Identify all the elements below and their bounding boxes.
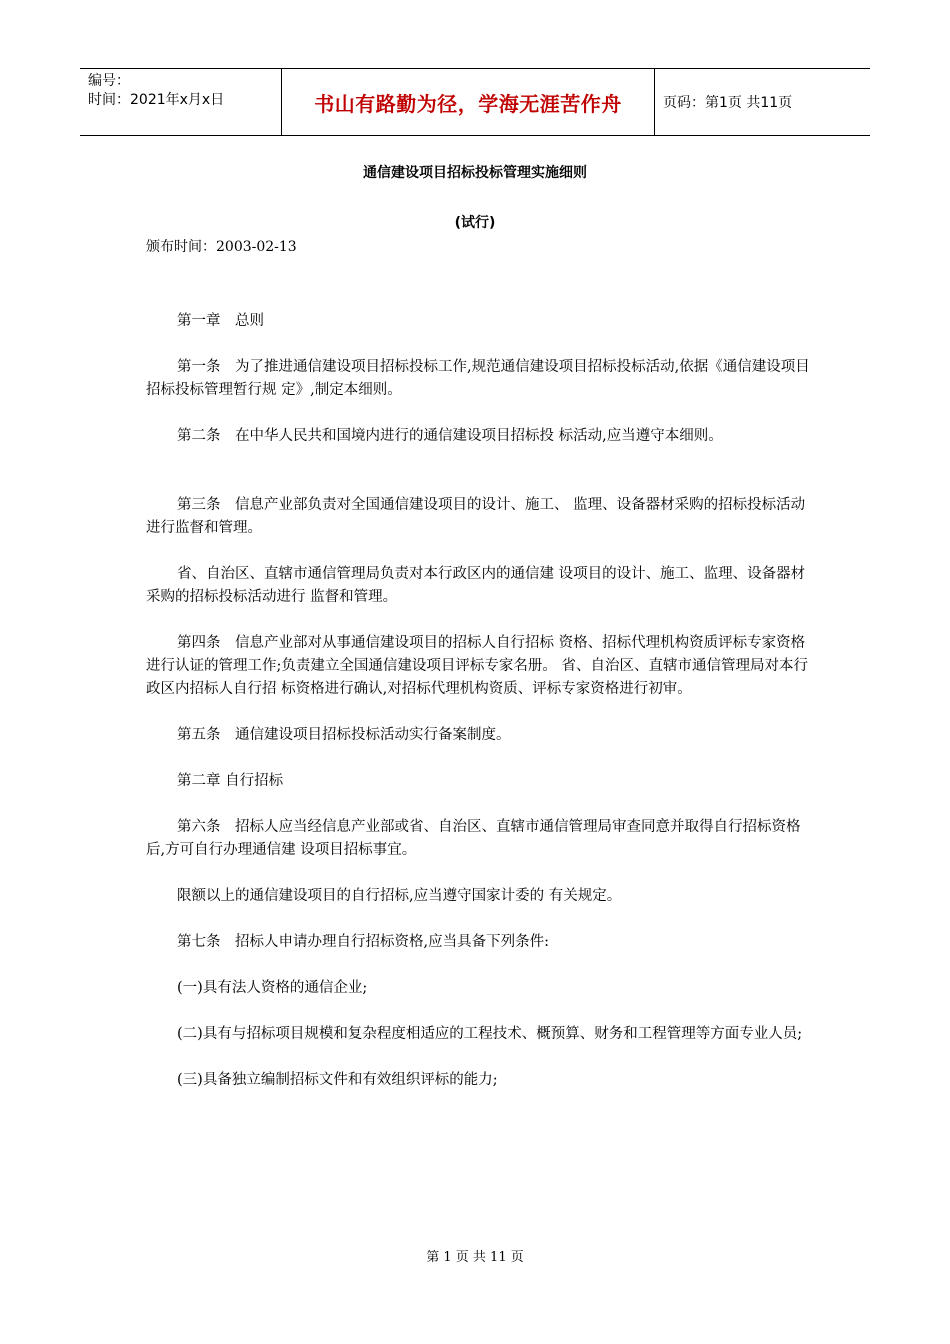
page-footer: 第 1 页 共 11 页: [426, 1250, 524, 1265]
header-page-number: 页码：第1页 共11页: [663, 95, 793, 111]
article-paragraph: 第四条 信息产业部对从事通信建设项目的招标人自行招标 资格、招标代理机构资质评标专家资格进行认证的管理工作;负责建立全国通信建设项目评标专家名册。 省、自治区、直辖市通信管理局对本行政区内招标人自行招 标资格进行确认,对招标代理机构资质、评标专家资格进行初审。: [146, 635, 808, 697]
article-paragraph: 第二条 在中华人民共和国境内进行的通信建设项目招标投 标活动,应当遵守本细则。: [177, 428, 723, 444]
body-paragraph: 省、自治区、直辖市通信管理局负责对本行政区内的通信建 设项目的设计、施工、监理、设备器材采购的招标投标活动进行 监督和管理。: [146, 566, 806, 605]
document-title: 通信建设项目招标投标管理实施细则: [363, 165, 587, 181]
header-meta-cell: [80, 69, 282, 135]
header-table: [80, 68, 870, 136]
document-time-label: 时间：2021年x月x日: [88, 92, 225, 108]
header-motto: 书山有路勤为径，学海无涯苦作舟: [282, 69, 655, 135]
article-paragraph: 第六条 招标人应当经信息产业部或省、自治区、直辖市通信管理局审查同意并取得自行招标资格后,方可自行办理通信建 设项目招标事宜。: [146, 819, 801, 858]
article-paragraph: 第五条 通信建设项目招标投标活动实行备案制度。: [177, 727, 511, 743]
chapter-heading: 第一章 总则: [177, 313, 264, 329]
document-body: [146, 310, 818, 1115]
article-paragraph: 第三条 信息产业部负责对全国通信建设项目的设计、施工、 监理、设备器材采购的招标投标活动进行监督和管理。: [146, 497, 806, 536]
article-paragraph: 第七条 招标人申请办理自行招标资格,应当具备下列条件:: [177, 934, 549, 950]
chapter-heading: 第二章 自行招标: [177, 773, 284, 789]
list-item: (一)具有法人资格的通信企业;: [177, 980, 368, 996]
list-item: (三)具备独立编制招标文件和有效组织评标的能力;: [177, 1072, 498, 1088]
article-paragraph: 第一条 为了推进通信建设项目招标投标工作,规范通信建设项目招标投标活动,依据《通信建设项目招标投标管理暂行规 定》,制定本细则。: [146, 359, 810, 398]
publish-date: 颁布时间：2003-02-13: [146, 239, 297, 255]
document-number-label: 编号：: [88, 73, 130, 89]
list-item: (二)具有与招标项目规模和复杂程度相适应的工程技术、概预算、财务和工程管理等方面专业人员;: [177, 1026, 803, 1042]
document-subtitle: (试行): [454, 215, 496, 231]
body-paragraph: 限额以上的通信建设项目的自行招标,应当遵守国家计委的 有关规定。: [177, 888, 622, 904]
